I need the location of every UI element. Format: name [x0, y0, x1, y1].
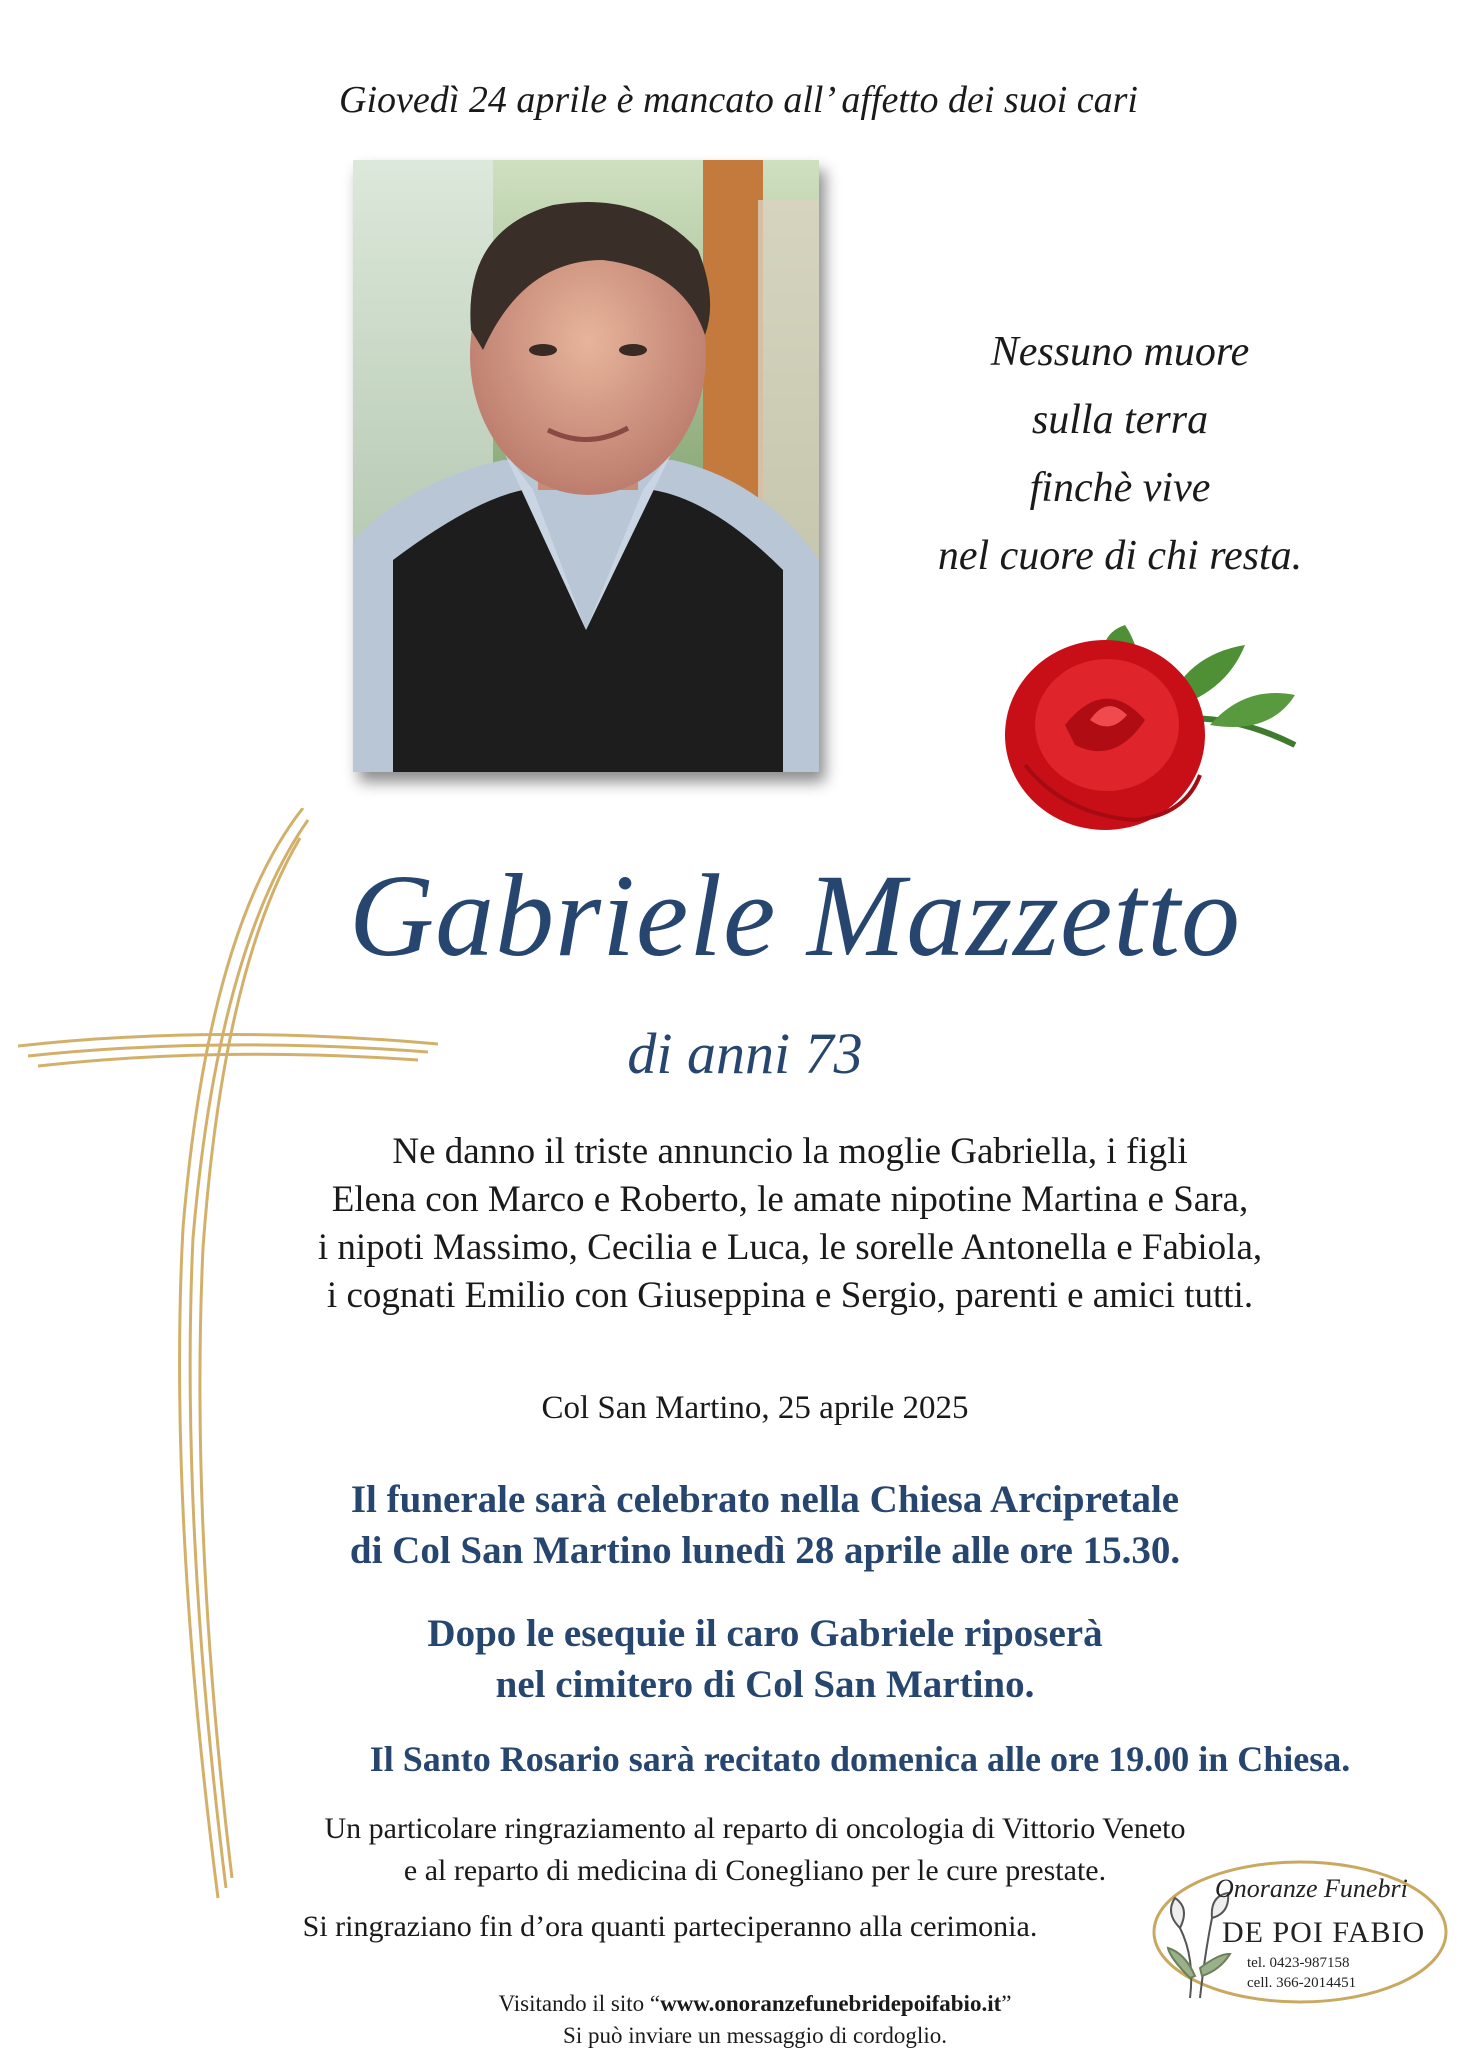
- website-line: [380, 1988, 1130, 2020]
- logo-name: DE POI FABIO: [1222, 1916, 1426, 1949]
- logo-title: Onoranze Funebri: [1215, 1874, 1408, 1903]
- logo-cell: cell. 366-2014451: [1247, 1975, 1357, 1991]
- website-suffix: ”: [1001, 1991, 1012, 2016]
- poem-line: nel cuore di chi resta.: [937, 533, 1303, 579]
- funeral-info: [120, 1474, 1410, 1576]
- poem: [900, 318, 1340, 590]
- closing-line: Si ringraziano fin d’ora quanti parteciperanno alla cerimonia.: [302, 1910, 1038, 1943]
- announcement: [210, 1128, 1370, 1320]
- thanks-line: e al reparto di medicina di Conegliano per le cure prestate.: [403, 1854, 1107, 1887]
- logo-tel: tel. 0423-987158: [1247, 1955, 1350, 1971]
- website-prefix: Visitando il sito “: [498, 1991, 661, 2016]
- deceased-name: Gabriele Mazzetto: [348, 850, 1242, 981]
- funeral-line: Il funerale sarà celebrato nella Chiesa Arcipretale: [350, 1478, 1180, 1521]
- poem-line: finchè vive: [1029, 465, 1211, 511]
- announcement-line: Ne danno il triste annuncio la moglie Gabriella, i figli: [392, 1131, 1188, 1172]
- announcement-line: Elena con Marco e Roberto, le amate nipotine Martina e Sara,: [331, 1179, 1249, 1220]
- website-note: [380, 1988, 1130, 2052]
- announcement-line: i nipoti Massimo, Cecilia e Luca, le sorelle Antonella e Fabiola,: [317, 1227, 1263, 1268]
- place-date: Col San Martino, 25 aprile 2025: [541, 1390, 969, 1426]
- rosary-info: Il Santo Rosario sarà recitato domenica alle ore 19.00 in Chiesa.: [369, 1739, 1351, 1779]
- burial-line: nel cimitero di Col San Martino.: [495, 1663, 1035, 1706]
- burial-line: Dopo le esequie il caro Gabriele riposerà: [427, 1612, 1103, 1655]
- portrait-photo: [353, 160, 819, 772]
- poem-line: Nessuno muore: [990, 329, 1250, 375]
- funeral-line: di Col San Martino lunedì 28 aprile alle ore 15.30.: [349, 1529, 1181, 1572]
- thanks: [230, 1808, 1280, 1892]
- announcement-line: i cognati Emilio con Giuseppina e Sergio, parenti e amici tutti.: [326, 1275, 1254, 1316]
- poem-line: sulla terra: [1031, 397, 1209, 443]
- condolence-message: Si può inviare un messaggio di cordoglio.: [563, 2023, 947, 2048]
- burial-info: [120, 1608, 1410, 1710]
- red-rose-icon: [995, 615, 1305, 840]
- website-link[interactable]: www.onoranzefunebridepoifabio.it: [660, 1991, 1002, 2016]
- header-line: Giovedì 24 aprile è mancato all’ affetto dei suoi cari: [339, 79, 1138, 121]
- deceased-age: di anni 73: [627, 1021, 863, 1086]
- thanks-line: Un particolare ringraziamento al reparto di oncologia di Vittorio Veneto: [324, 1812, 1186, 1845]
